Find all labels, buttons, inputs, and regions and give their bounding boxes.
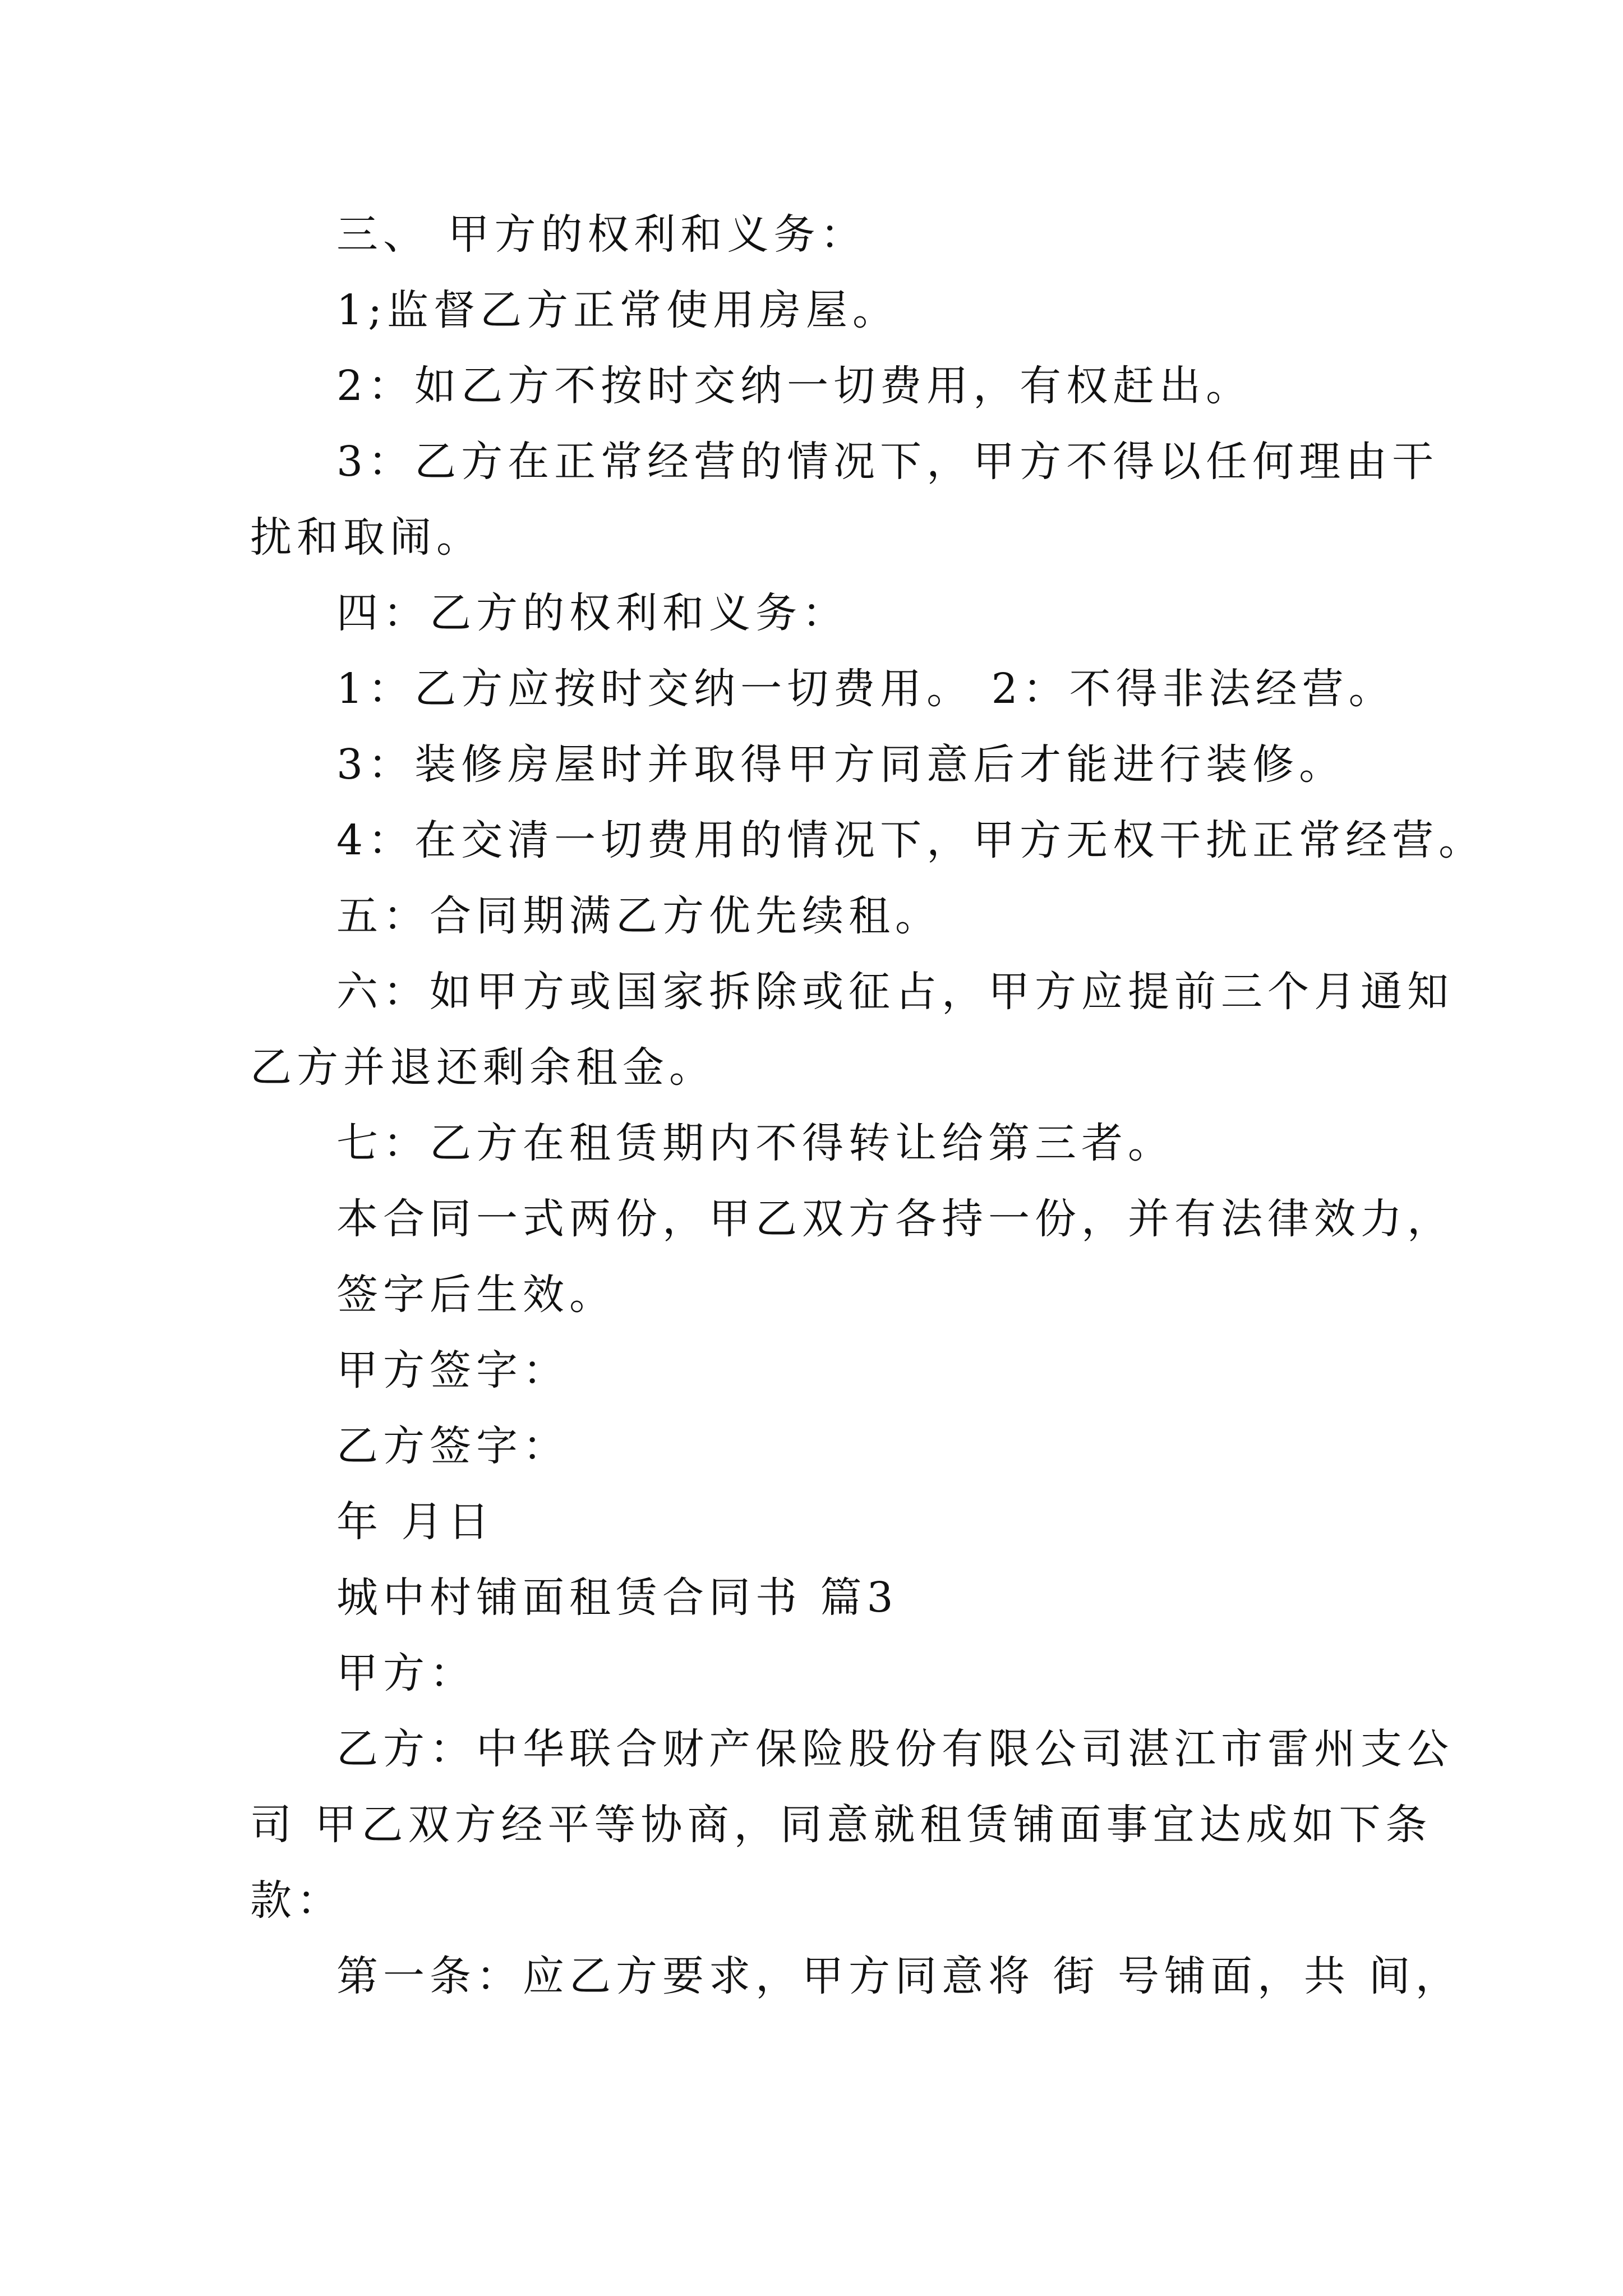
section-six-continued: 乙方并退还剩余租金。: [250, 1043, 716, 1092]
clause-3-3: 3：乙方在正常经营的情况下，甲方不得以任何理由干: [336, 438, 1439, 486]
article-title: 城中村铺面租赁合同书 篇3: [336, 1573, 898, 1622]
clause-4-3: 3：装修房屋时并取得甲方同意后才能进行装修。: [336, 740, 1346, 789]
party-b-signature: 乙方签字：: [336, 1422, 569, 1470]
section-six: 六：如甲方或国家拆除或征占，甲方应提前三个月通知: [336, 968, 1454, 1016]
clause-4-4: 4：在交清一切费用的情况下，甲方无权干扰正常经营。: [336, 816, 1486, 864]
section-three-heading: 三、 甲方的权利和义务：: [336, 210, 867, 259]
clause-4-1-2: 1：乙方应按时交纳一切费用。 2：不得非法经营。: [336, 665, 1395, 713]
terms-intro-end: 款：: [250, 1876, 343, 1925]
article-one: 第一条：应乙方要求，甲方同意将 街 号铺面，共 间，: [336, 1952, 1462, 2000]
date-line: 年 月日: [336, 1498, 495, 1546]
section-four-heading: 四：乙方的权利和义务：: [336, 589, 849, 637]
clause-3-2: 2：如乙方不按时交纳一切费用，有权赶出。: [336, 362, 1253, 410]
clause-3-1: 1;监督乙方正常使用房屋。: [336, 286, 900, 334]
section-seven: 七：乙方在租赁期内不得转让给第三者。: [336, 1119, 1174, 1167]
copies-statement-continued: 签字后生效。: [336, 1271, 616, 1319]
clause-3-3-continued: 扰和取闹。: [250, 513, 483, 562]
party-a-label: 甲方：: [336, 1649, 476, 1697]
party-a-signature: 甲方签字：: [336, 1346, 569, 1395]
party-b-line: 乙方：中华联合财产保险股份有限公司湛江市雷州支公: [336, 1725, 1454, 1773]
section-five: 五：合同期满乙方优先续租。: [336, 892, 942, 940]
copies-statement: 本合同一式两份，甲乙双方各持一份，并有法律效力，: [336, 1195, 1454, 1243]
party-b-line-continued: 司 甲乙双方经平等协商，同意就租赁铺面事宜达成如下条: [250, 1801, 1432, 1849]
